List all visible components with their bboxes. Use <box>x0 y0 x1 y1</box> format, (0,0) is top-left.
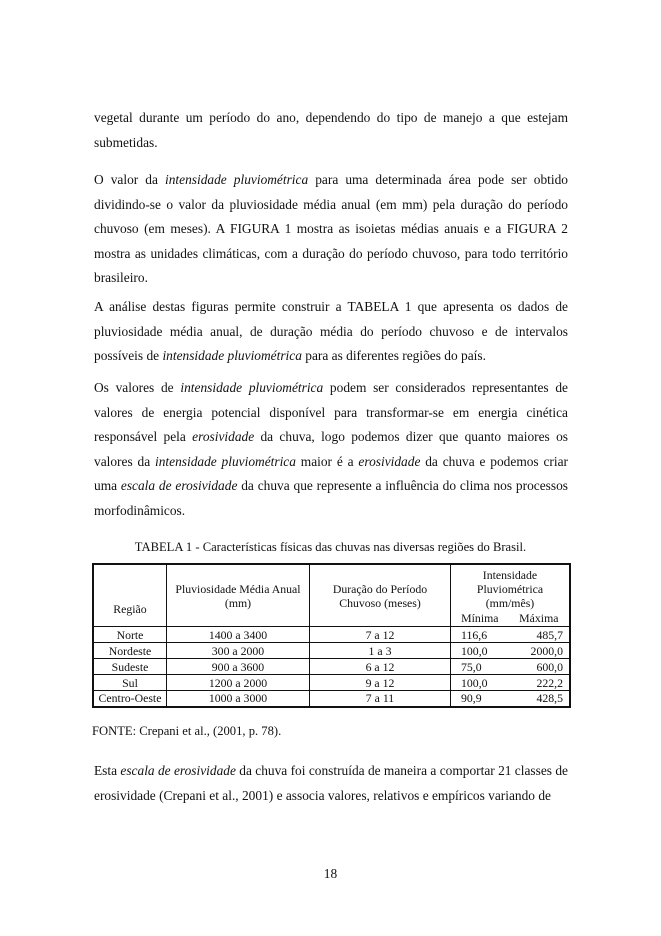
cell-duration: 7 a 12 <box>310 627 451 643</box>
cell-min: 116,6 <box>451 627 509 643</box>
cell-max: 222,2 <box>509 675 570 691</box>
cell-region: Sul <box>93 675 167 691</box>
italic-term: erosividade <box>358 453 421 469</box>
text-run: Os valores de <box>94 380 181 395</box>
text-run: Esta <box>94 763 121 778</box>
cell-duration: 7 a 11 <box>310 691 451 708</box>
table-row <box>93 627 570 643</box>
header-min: Mínima <box>451 610 509 627</box>
italic-term: intensidade pluviométrica <box>154 453 296 469</box>
cell-rainfall: 1000 a 3000 <box>167 691 310 708</box>
cell-min: 90,9 <box>451 691 509 708</box>
text-run: da chuva, logo podemos dizer que quanto maiores os valores da <box>94 429 568 469</box>
cell-region: Sudeste <box>93 659 167 675</box>
cell-min: 100,0 <box>451 675 509 691</box>
cell-duration: 9 a 12 <box>310 675 451 691</box>
paragraph <box>94 376 568 524</box>
cell-max: 2000,0 <box>509 643 570 659</box>
cell-min: 100,0 <box>451 643 509 659</box>
paragraph <box>94 295 568 369</box>
cell-duration: 6 a 12 <box>310 659 451 675</box>
paragraph <box>94 168 568 291</box>
text-run: O valor da <box>94 172 165 187</box>
cell-max: 600,0 <box>509 659 570 675</box>
cell-region: Centro-Oeste <box>93 691 167 708</box>
text-run: maior é a <box>295 453 359 469</box>
cell-rainfall: 300 a 2000 <box>167 643 310 659</box>
table-row <box>93 691 570 708</box>
header-intensity: Intensidade Pluviométrica (mm/mês) <box>451 564 571 610</box>
table-row <box>93 659 570 675</box>
table-row <box>93 643 570 659</box>
cell-rainfall: 900 a 3600 <box>167 659 310 675</box>
text-run: podem ser considerados representantes de valores de energia potencial disponível para transformar-se em energia cinética responsável pela <box>94 380 568 445</box>
cell-rainfall: 1200 a 2000 <box>167 675 310 691</box>
header-rainfall: Pluviosidade Média Anual (mm) <box>167 564 310 627</box>
paragraph <box>94 759 568 808</box>
table-source: FONTE: Crepani et al., (2001, p. 78). <box>92 724 282 738</box>
text-run: para as diferentes regiões do país. <box>301 348 486 364</box>
cell-duration: 1 a 3 <box>310 643 451 659</box>
cell-region: Nordeste <box>93 643 167 659</box>
italic-term: escala de erosividade <box>120 478 238 494</box>
italic-term: intensidade pluviométrica <box>162 348 302 364</box>
italic-term: intensidade pluviométrica <box>165 172 309 187</box>
cell-max: 485,7 <box>509 627 570 643</box>
header-max: Máxima <box>509 610 570 627</box>
text-run: vegetal durante um período do ano, dependendo do tipo de manejo a que estejam submetidas. <box>94 110 568 150</box>
text-run: A análise destas figuras permite construir a TABELA 1 que apresenta os dados de pluviosidade média anual, de duração média do período chuvoso e de intervalos possíveis de <box>94 299 568 364</box>
text-run: para uma determinada área pode ser obtido dividindo-se o valor da pluviosidade média anual (em mm) pela duração do período chuvoso (em meses). A FIGURA 1 mostra as isoietas médias anuais e a FIGURA 2 mostra as unidades climáticas, com a duração do período chuvoso, para todo território brasileiro. <box>94 172 568 286</box>
rainfall-table <box>92 563 571 708</box>
cell-max: 428,5 <box>509 691 570 708</box>
cell-min: 75,0 <box>451 659 509 675</box>
italic-term: escala de erosividade <box>120 763 236 778</box>
table-caption: TABELA 1 - Características físicas das chuvas nas diversas regiões do Brasil. <box>134 540 527 554</box>
header-region: Região <box>93 564 167 627</box>
italic-term: intensidade pluviométrica <box>180 380 324 395</box>
text-run: da chuva foi construída de maneira a comportar 21 classes de erosividade (Crepani et al., 2001) e associa valores, relativos e empíricos variando de <box>94 763 568 803</box>
paragraph <box>94 106 568 155</box>
page-number: 18 <box>323 866 338 881</box>
table-row <box>93 675 570 691</box>
cell-region: Norte <box>93 627 167 643</box>
cell-rainfall: 1400 a 3400 <box>167 627 310 643</box>
text-run: da chuva que represente a influência do clima nos processos morfodinâmicos. <box>94 478 568 518</box>
text-run: da chuva e podemos criar uma <box>94 453 568 494</box>
header-duration: Duração do Período Chuvoso (meses) <box>310 564 451 627</box>
italic-term: erosividade <box>192 429 255 445</box>
